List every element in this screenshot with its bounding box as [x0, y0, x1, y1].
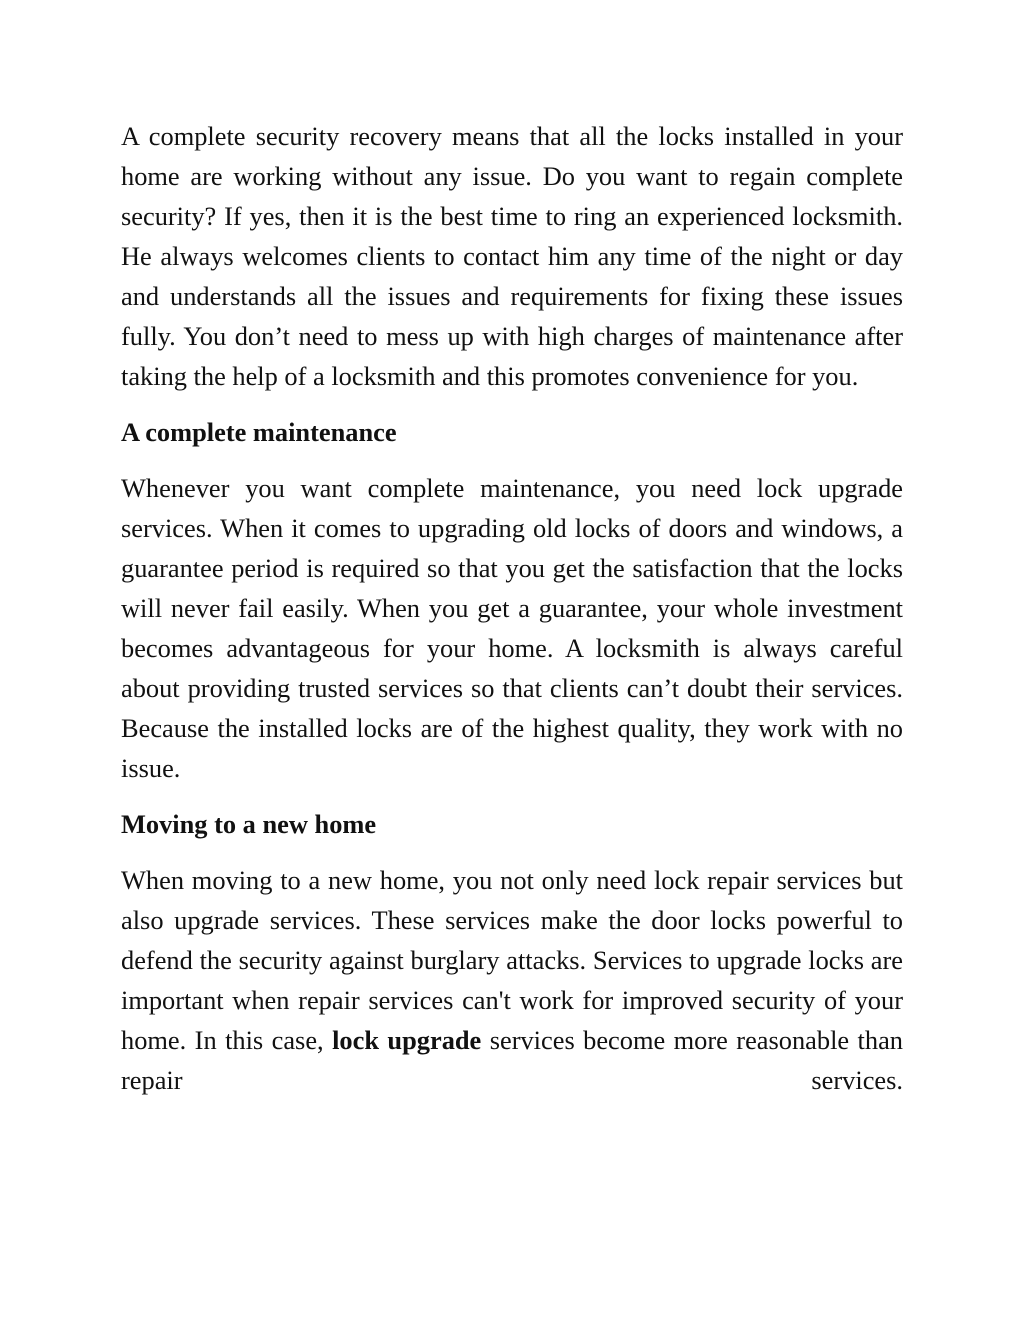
- intro-paragraph: A complete security recovery means that all the locks installed in your home are working without any issue. Do you want to regain complete security? If yes, then it is the best time to ring an experienced locksmith. He always welcomes clients to contact him any time of the night or day and understands all the issues and requirements for fixing these issues fully. You don’t need to mess up with high charges of maintenance after taking the help of a locksmith and this promotes convenience for you.: [121, 121, 903, 391]
- maintenance-paragraph: Whenever you want complete maintenance, you need lock upgrade services. When it comes to upgrading old locks of doors and windows, a guarantee period is required so that you get the satisfaction that the locks will never fail easily. When you get a guarantee, your whole investment becomes advantageous for your home. A locksmith is always careful about providing trusted services so that clients can’t doubt their services. Because the installed locks are of the highest quality, they work with no issue.: [121, 473, 903, 783]
- moving-paragraph-text-end: services become more reasonable than repair services.: [121, 1025, 903, 1095]
- document-page: [121, 116, 903, 1116]
- moving-paragraph: [121, 860, 903, 1100]
- moving-paragraph-bold-keyword: lock upgrade: [332, 1025, 482, 1055]
- moving-paragraph-text-start: When moving to a new home, you not only need lock repair services but also upgrade services. These services make the door locks powerful to defend the security against burglary attacks. Services to upgrade locks are important when repair services can't work for improved security of your home. In this case,: [121, 865, 903, 1055]
- section-heading-moving: Moving to a new home: [121, 809, 377, 839]
- section-heading-maintenance: A complete maintenance: [121, 417, 397, 447]
